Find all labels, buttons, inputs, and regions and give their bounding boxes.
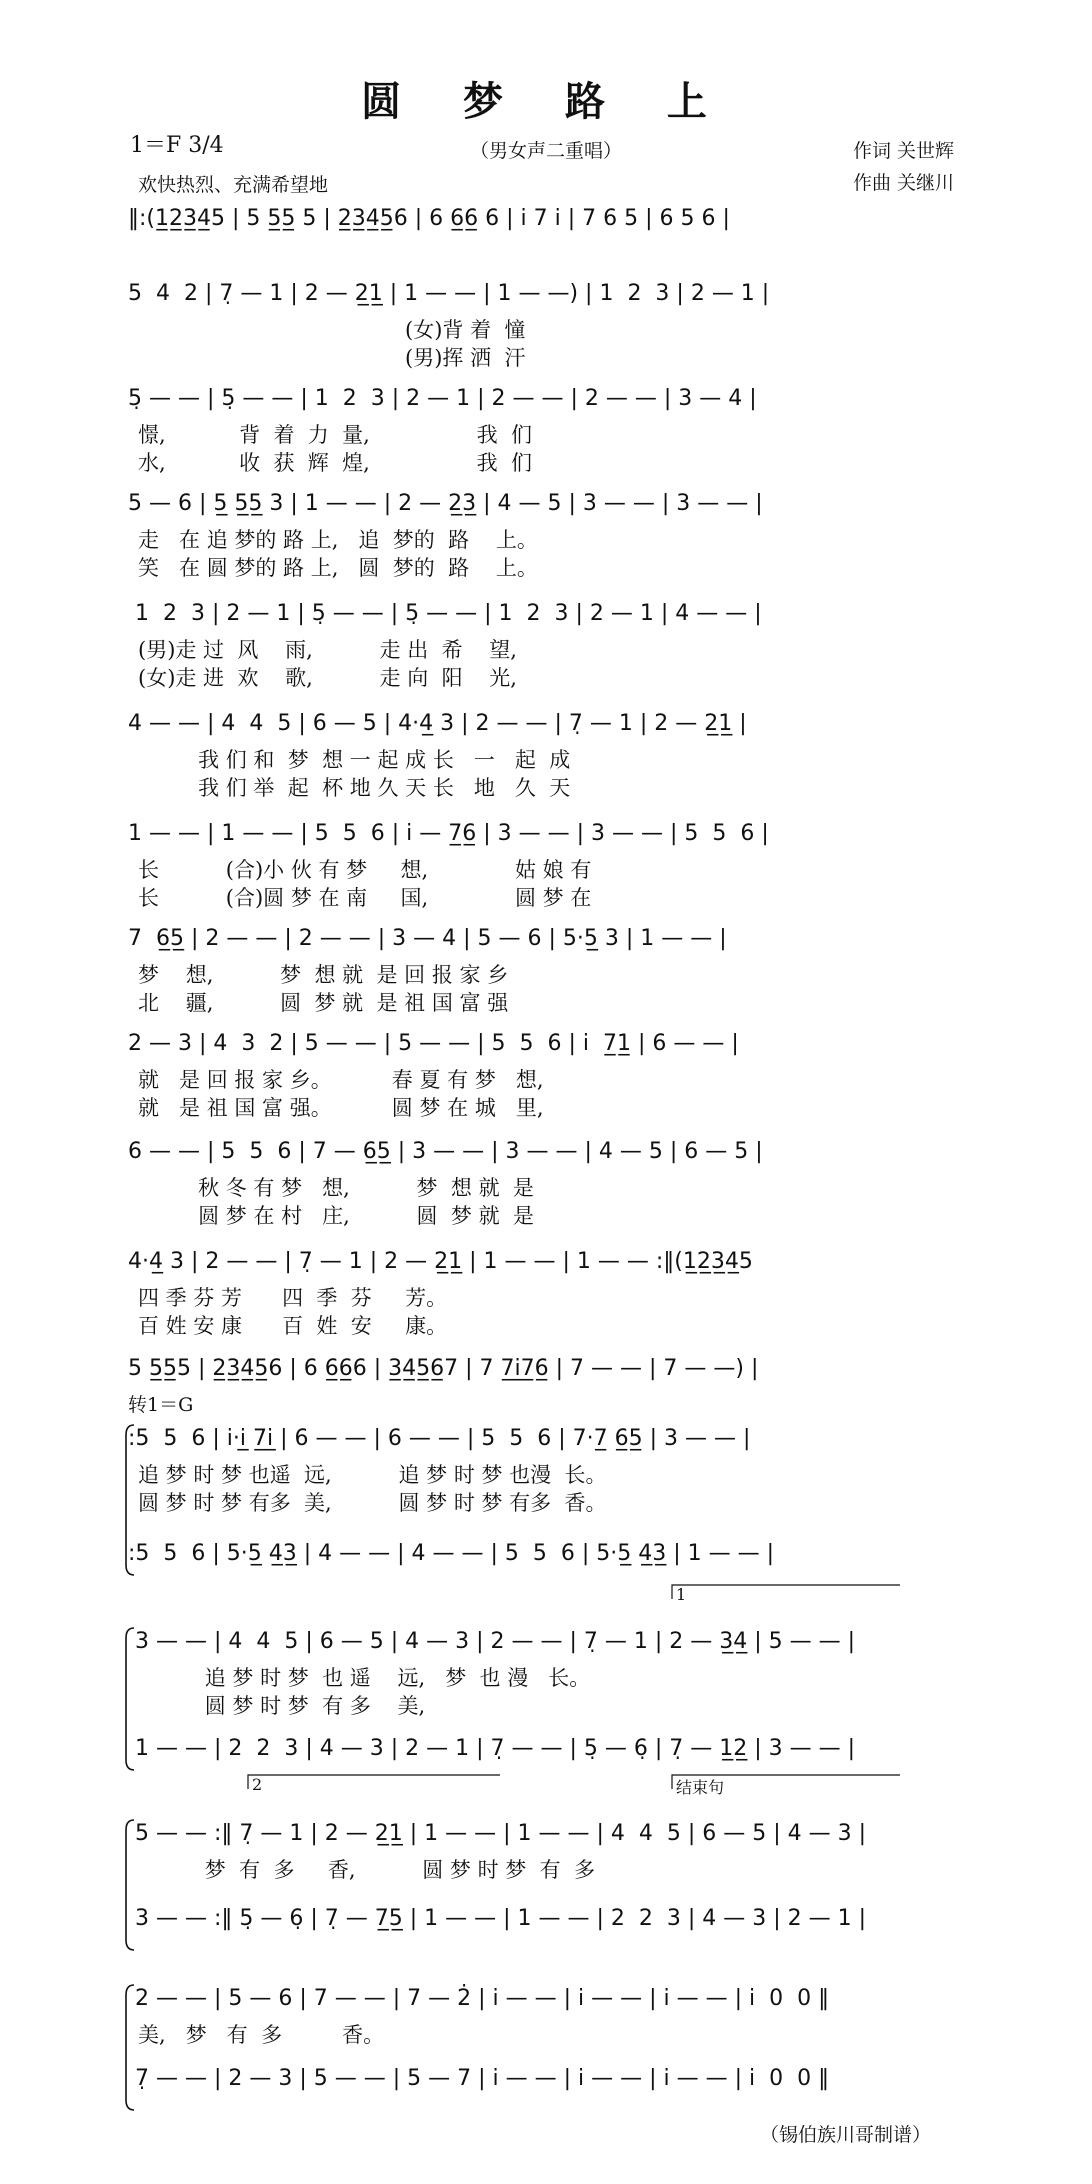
lyric-line-2: 圆 梦 时 梦 有多 美, 圆 梦 时 梦 有多 香。 xyxy=(138,1491,607,1515)
composer-credit: 作曲 关继川 xyxy=(853,172,955,194)
lyric-line-1: 梦 想, 梦 想 就 是 回 报 家 乡 xyxy=(138,963,509,987)
notation-row: 1 — — | 1 — — | 5 5 6 | i — 7̲6̲ | 3 — — | 3 — — | 5 5 6 | xyxy=(128,821,769,846)
lyric-line-1: 就 是 回 报 家 乡。 春 夏 有 梦 想, xyxy=(138,1068,544,1092)
lyric-line-2: 就 是 祖 国 富 强。 圆 梦 在 城 里, xyxy=(138,1096,544,1120)
lyric-line-1: 美, 梦 有 多 香。 xyxy=(138,2023,385,2047)
lyricist-credit: 作词 关世辉 xyxy=(853,140,955,162)
notation-row: 5̣ — — | 5̣ — — | 1 2 3 | 2 — 1 | 2 — — | 2 — — | 3 — 4 | xyxy=(128,386,757,411)
lyric-line-2: 北 疆, 圆 梦 就 是 祖 国 富 强 xyxy=(138,991,509,1015)
lyric-line-1: 追 梦 时 梦 也遥 远, 追 梦 时 梦 也漫 长。 xyxy=(138,1463,607,1487)
second-ending-mark: 2 xyxy=(252,1775,263,1794)
notation-row: 2 — — | 5 — 6 | 7 — — | 7 — 2̇ | i — — | i — — | i — — | i 0 0 ‖ xyxy=(128,1986,830,2011)
lyric-line-2: 笑 在 圆 梦的 路 上, 圆 梦的 路 上。 xyxy=(138,556,538,580)
lyric-line-1: 四 季 芬 芳 四 季 芬 芳。 xyxy=(138,1286,448,1310)
system-bracket xyxy=(126,1985,134,2110)
system-bracket xyxy=(126,1425,134,1575)
lyric-line-1: 憬, 背 着 力 量, 我 们 xyxy=(138,423,532,447)
notation-row: 4 — — | 4 4 5 | 6 — 5 | 4·4̲ 3 | 2 — — | 7̣ — 1 | 2 — 2̲1̲ | xyxy=(128,711,747,736)
lyric-line-1: (男)走 过 风 雨, 走 出 希 望, xyxy=(138,638,517,662)
notation-row: 1 2 3 | 2 — 1 | 5̣ — — | 5̣ — — | 1 2 3 | 2 — 1 | 4 — — | xyxy=(128,601,762,626)
lyric-line-1: 追 梦 时 梦 也 遥 远, 梦 也 漫 长。 xyxy=(138,1666,591,1690)
notation-row: 5 4 2 | 7̣ — 1 | 2 — 2̲1̲ | 1 — — | 1 — —) | 1 2 3 | 2 — 1 | xyxy=(128,281,770,306)
notation-row: 3 — — :‖ 5̣ — 6̣ | 7̣ — 7̲5̲ | 1 — — | 1 — — | 2 2 3 | 4 — 3 | 2 — 1 | xyxy=(128,1906,867,1931)
notation-row: 3 — — | 4 4 5 | 6 — 5 | 4 — 3 | 2 — — | 7̣ — 1 | 2 — 3̲4̲ | 5 — — | xyxy=(128,1629,856,1654)
notation-row: ‖:(1̲2̲3̲4̲5 | 5 5̲5̲ 5 | 2̲3̲4̲5̲6 | 6 6̲6̲ 6 | i 7 i | 7 6 5 | 6 5 6 | xyxy=(128,206,730,231)
lyric-line-1: 梦 有 多 香, 圆 梦 时 梦 有 多 xyxy=(138,1858,595,1882)
transcriber-credit: （锡伯族川哥制谱） xyxy=(760,2124,932,2146)
lyric-line-2: 圆 梦 在 村 庄, 圆 梦 就 是 xyxy=(138,1204,534,1228)
notation-row: 7 6̲5̲ | 2 — — | 2 — — | 3 — 4 | 5 — 6 | 5·5̲ 3 | 1 — — | xyxy=(128,926,727,951)
lyric-line-2: (男)挥 洒 汗 xyxy=(138,346,526,370)
lyric-line-2: (女)走 进 欢 歌, 走 向 阳 光, xyxy=(138,666,517,690)
system-bracket xyxy=(126,1820,134,1950)
ending-bracket xyxy=(672,1775,900,1789)
notation-row: 1 — — | 2 2 3 | 4 — 3 | 2 — 1 | 7̣ — — | 5̣ — 6̣ | 7̣ — 1̲2̲ | 3 — — | xyxy=(128,1736,856,1761)
song-subtitle: （男女声二重唱） xyxy=(469,140,622,162)
key-signature: 1＝F 3/4 xyxy=(130,133,224,158)
notation-row: 4·4̲ 3 | 2 — — | 7̣ — 1 | 2 — 2̲1̲ | 1 — — | 1 — — :‖(1̲2̲3̲4̲5 xyxy=(128,1249,753,1274)
ending-bracket xyxy=(248,1775,500,1789)
song-title: 圆 梦 路 上 xyxy=(361,79,731,125)
lyric-line-1: 我 们 和 梦 想 一 起 成 长 一 起 成 xyxy=(138,748,571,772)
coda-mark: 结束句 xyxy=(676,1778,725,1797)
notation-row: 5 5̲5̲5 | 2̲3̲4̲5̲6 | 6 6̲6̲6 | 3̲4̲5̲6̲7 | 7 7̲i̲7̲6̲ | 7 — — | 7 — —) | xyxy=(128,1356,759,1381)
lyric-line-1: (女)背 着 憧 xyxy=(138,318,526,342)
lyric-line-2: 水, 收 获 辉 煌, 我 们 xyxy=(138,451,532,475)
notation-row: :5 5 6 | 5·5̲ 4̲3̲ | 4 — — | 4 — — | 5 5 6 | 5·5̲ 4̲3̲ | 1 — — | xyxy=(128,1541,775,1566)
notation-row: 5 — 6 | 5̲ 5̲5̲ 3 | 1 — — | 2 — 2̲3̲ | 4 — 5 | 3 — — | 3 — — | xyxy=(128,491,763,516)
notation-row: 2 — 3 | 4 3 2 | 5 — — | 5 — — | 5 5 6 | i 7̲1̲ | 6 — — | xyxy=(128,1031,739,1056)
notation-row: :5 5 6 | i·i̲ 7̲i̲ | 6 — — | 6 — — | 5 5 6 | 7·7̲ 6̲5̲ | 3 — — | xyxy=(128,1426,751,1451)
notation-row: 6 — — | 5 5 6 | 7 — 6̲5̲ | 3 — — | 3 — — | 4 — 5 | 6 — 5 | xyxy=(128,1139,763,1164)
notation-row: 5 — — :‖ 7̣ — 1 | 2 — 2̲1̲ | 1 — — | 1 — — | 4 4 5 | 6 — 5 | 4 — 3 | xyxy=(128,1821,867,1846)
lyric-line-1: 长 (合)小 伙 有 梦 想, 姑 娘 有 xyxy=(138,858,592,882)
lyric-line-2: 长 (合)圆 梦 在 南 国, 圆 梦 在 xyxy=(138,886,592,910)
first-ending-mark: 1 xyxy=(676,1585,687,1604)
tempo-marking: 欢快热烈、充满希望地 xyxy=(138,174,329,196)
lyric-line-1: 走 在 追 梦的 路 上, 追 梦的 路 上。 xyxy=(138,528,538,552)
lyric-line-1: 秋 冬 有 梦 想, 梦 想 就 是 xyxy=(138,1176,534,1200)
notation-row: 7̣ — — | 2 — 3 | 5 — — | 5 — 7 | i — — | i — — | i — — | i 0 0 ‖ xyxy=(128,2066,830,2091)
system-bracket xyxy=(126,1628,134,1770)
ending-bracket xyxy=(672,1585,900,1599)
lyric-line-2: 我 们 举 起 杯 地 久 天 长 地 久 天 xyxy=(138,776,571,800)
lyric-line-2: 百 姓 安 康 百 姓 安 康。 xyxy=(138,1314,448,1338)
lyric-line-2: 圆 梦 时 梦 有 多 美, xyxy=(138,1694,426,1718)
modulation-mark: 转1＝G xyxy=(128,1394,194,1416)
